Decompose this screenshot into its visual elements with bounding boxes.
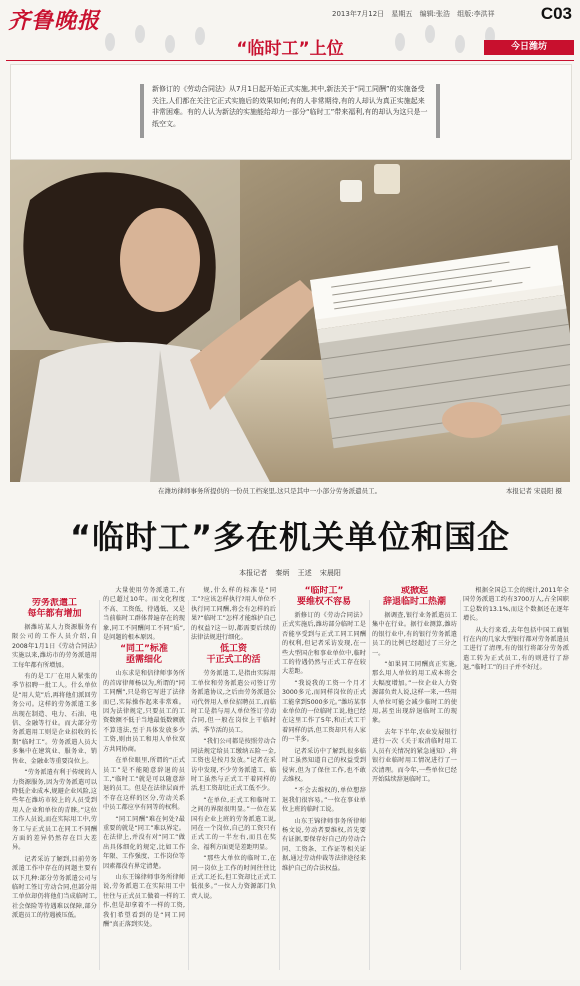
page-header	[0, 0, 580, 64]
section-heading-subtitle: 辞退临时工热潮	[382, 597, 446, 607]
photo-credit-name: 宋晨阳	[533, 487, 554, 495]
photo-credit	[506, 486, 562, 495]
paragraph: 据调查,银行业务派遣员工集中在行业。据行业测算,潍坊的银行业中,有的银行劳务派遣员工的比例已经超过了三分之一。	[372, 612, 457, 657]
section-heading	[12, 598, 97, 620]
paragraph: 在单位眼里,所谓的“正式员工”是不能随意辞退的员工,“临时工”就是可以随意辞退的员工。但是在法律层面并不存在这样的区分,劳动关系中员工都应享有同等的权利。	[103, 757, 185, 812]
section-heading-title: “同工”标准	[120, 644, 168, 655]
paragraph: 去年下半年,农业发展银行进行一次《关于取消临时用工人员有关情况的紧急通知》,将银行业临时用工情况进行了一次清理。而今年,一些单位已经开始陆续辞退临时工。	[372, 728, 457, 783]
column-divider	[99, 600, 100, 970]
column-divider	[279, 600, 280, 970]
editor-credit: 编辑:张浩	[419, 10, 451, 18]
section-heading-title: “临时工”	[304, 586, 344, 596]
paragraph: “劳务派遣有利于传统的人力资源服务,因为劳务派遣可以降低企业成本,规避企业风险,这些年在潍坊市较上的人员受到用人企业和单位的青睐。”这位工作人员说,而在实际用工中,劳务工与正式员工在同工不同酬方面的差异仍然存在巨大差异。	[12, 769, 97, 852]
section-title: “临时工”上位	[236, 39, 344, 59]
column-divider	[188, 600, 189, 970]
paragraph: 规,什么样的标准是“同工”?应该怎样执行?用人单位不执行同工同酬,将会有怎样的后果?“临时工”怎样才能维护自己的权益?这一切,都需要后续的法律法规进行细化。	[191, 587, 276, 642]
paragraph: 新修订的《劳动合同法》正式实施后,潍坊部分临时工是否能享受到与正式工同工同酬的权利,但记者采访发现,在一些大型国企和事业单位中,临时工的待遇仍然与正式工存在较大差距。	[282, 612, 366, 676]
column-divider	[369, 600, 370, 970]
section-heading-subtitle: 干正式工的活	[206, 655, 261, 666]
paragraph: 根据全国总工会的统计,2011年全国劳务派遣工约有3700万人,占全国职工总数的13.1%,而这个数据还在逐年增长。	[463, 587, 569, 623]
photo-illustration	[10, 160, 570, 482]
paragraph: 据潍坊某人力资源服务有限公司的工作人员介绍,自2008年1月1日《劳动合同法》实施以来,潍坊市的劳务派遣用工每年都有所增加。	[12, 624, 97, 669]
section-heading	[282, 586, 366, 608]
page-number: C03	[540, 4, 572, 23]
paragraph: 山东王锦律师事务所律师说,劳务派遣工在实际用工中往往与正式员工做着一样的工作,但是却拿着不一样的工资,我们希望看到的是“同工同酬”真正落到实处。	[103, 873, 185, 928]
article-headline: “临时工”多在机关单位和国企	[69, 518, 511, 556]
photo-credit-label: 本报记者	[505, 487, 532, 495]
paragraph: 记者采访中了解到,很多临时工虽然知道自己的权益受到侵害,但为了保住工作,也不敢去维权。	[282, 747, 366, 783]
section-heading	[372, 586, 457, 608]
paragraph: “我们公司都是按照劳动合同法规定给员工缴纳五险一金,工资也是按月发放。”记者在采访中发现,不少劳务派遣工、临时工虽然与正式工干着同样的活,但工资却比正式工低不少。	[191, 738, 276, 793]
paragraph: “不会去维权的,单位想辞退我们很容易。”一位在事业单位上班的临时工说。	[282, 787, 366, 814]
section-heading	[191, 644, 276, 666]
section-heading-title: 或掀起	[400, 586, 428, 596]
newspaper-logo: 齐鲁晚报	[8, 8, 101, 34]
paragraph: “我说我的工资一个月才3000多元,而同样岗位的正式工能拿到5000多元。”潍坊某事业单位的一位临时工说,他已经在这里工作了5年,和正式工干着同样的活,但工资却只有人家的一半多。	[282, 679, 366, 744]
column-divider	[460, 600, 461, 970]
section-heading	[103, 644, 185, 666]
designer-credit: 组版:李洪祥	[457, 10, 495, 18]
column-tag: 今日潍坊	[484, 40, 574, 55]
paragraph: “那些大单位的临时工,在同一岗位上工作的时间往往比正式工还长,但工资却比正式工低很多。”一位人力资源部门负责人说。	[191, 855, 276, 900]
article-column	[191, 586, 276, 974]
byline-label: 本报记者	[239, 569, 268, 577]
byline-author: 王述	[297, 569, 312, 577]
section-heading-subtitle: 每年都有增加	[27, 609, 82, 619]
byline-author: 秦炳	[275, 569, 290, 577]
paragraph: 有的是工厂在用人紧张的季节招聘一批工人。什么单位是“用人荒”后,再将他们派回劳务公司。这样的劳务派遣工多出现在制造、电力、石油、电信、金融等行业。而大部分劳务派遣用工则是企业招收的长期“临时工”。劳务派遣人员大多集中在建筑业、服务业、销售业、金融业等重要岗位上。	[12, 673, 97, 765]
section-heading-subtitle: 亟需细化	[125, 655, 162, 666]
paragraph: “同工同酬”难在何处?最重要的就是“同工”难以界定。在法律上,并没有对“同工”做出具体细化的规定,比如工作年限、工作强度、工作岗位等因素都没有界定清楚。	[103, 815, 185, 870]
byline-author: 宋晨阳	[319, 569, 341, 577]
issue-date: 2013年7月12日	[332, 10, 385, 18]
article-byline	[0, 568, 580, 578]
paragraph: “如果同工同酬真正实施,那么用人单位的用工成本将会大幅度增加。”一位企业人力资源部负责人说,这样一来,一些用人单位可能会减少临时工的使用,甚至出现辞退临时工的现象。	[372, 661, 457, 725]
photo-caption-text: 在潍坊律师事务所提供的一份员工档案里,这只是其中一小部分劳务派遣员工。	[158, 487, 382, 495]
paragraph: 山东王锦律师事务所律师杨文说,劳动者要维权,首先要有证据,要保存好自己的劳动合同、工资条、工作证等相关证据,通过劳动仲裁等法律途径来维护自己的合法权益。	[282, 817, 366, 872]
article-column	[372, 586, 457, 974]
header-rule	[6, 60, 574, 61]
article-column	[282, 586, 366, 974]
photo-woman-reviewing-files	[10, 160, 570, 482]
article-column	[463, 586, 569, 974]
issue-weekday: 星期五	[391, 10, 413, 18]
intro-text: 新修订的《劳动合同法》从7月1日起开始正式实施,其中,新法关于“同工同酬”的实施备受关注,人们都在关注它正式实施后的效果如何;有的人非常期待,有的人却认为真正实施起来非常困难。有的人认为新法的实施能给却力一部分“临时工”带来福利,有的却认为这只是一纸空文。	[140, 84, 440, 138]
section-heading-title: 低工资	[219, 644, 247, 655]
article-column	[103, 586, 185, 974]
article-column	[12, 598, 97, 986]
photo-credit-action: 摄	[555, 487, 562, 495]
issue-meta	[332, 9, 500, 19]
paragraph: “在单位,正式工和临时工之间的界限很明显。”一位在某国有企业上班的劳务派遣工说,同在一个岗位,自己的工资只有正式工的一半左右,而且在奖金、福利方面更是差距明显。	[191, 796, 276, 851]
paragraph: 记者采访了解到,目前劳务派遣工作中存在的问题主要有以下几种:部分劳务派遣公司与临时工签订劳动合同,但部分用工单位却仍将他们当成临时工,社会保险等待遇难以保障,部分派遣员工的待遇被压低。	[12, 855, 97, 920]
paragraph: 劳务派遣工,是指由实际用工单位和劳务派遣公司签订劳务派遣协议,之后由劳务派遣公司代替用人单位招聘员工,而临时工是指与用人单位签订劳动合同,但一般在岗位上干临时活、季节活的员工。	[191, 670, 276, 734]
section-heading-title: 劳务派遣工	[31, 598, 77, 608]
section-heading-subtitle: 要维权不容易	[296, 597, 351, 607]
paragraph: 从大行来看,去年包括中国工商银行在内的几家大型银行都对劳务派遣员工进行了清理,有的银行将部分劳务派遣工转为正式员工,有的则进行了辞退,“临时工”的日子并不好过。	[463, 626, 569, 672]
paragraph: 山东求是和信律师事务所的首席律师杨以为,所谓的“同工同酬”,只是将它写进了法律而已,实际操作起来非常难。因为法律规定,只要员工的工资数额不低于当地最低数额就不算违法,至于具体发放多少工资,则由员工和用人单位双方共同协商。	[103, 670, 185, 753]
paragraph: 大量使用劳务派遣工,有的已超过10年。而文化程度不高、工资低、待遇低、又是当前临时工群体普遍存在的现象,同工不同酬问工不同“质”,是问题的根本原因。	[103, 587, 185, 642]
